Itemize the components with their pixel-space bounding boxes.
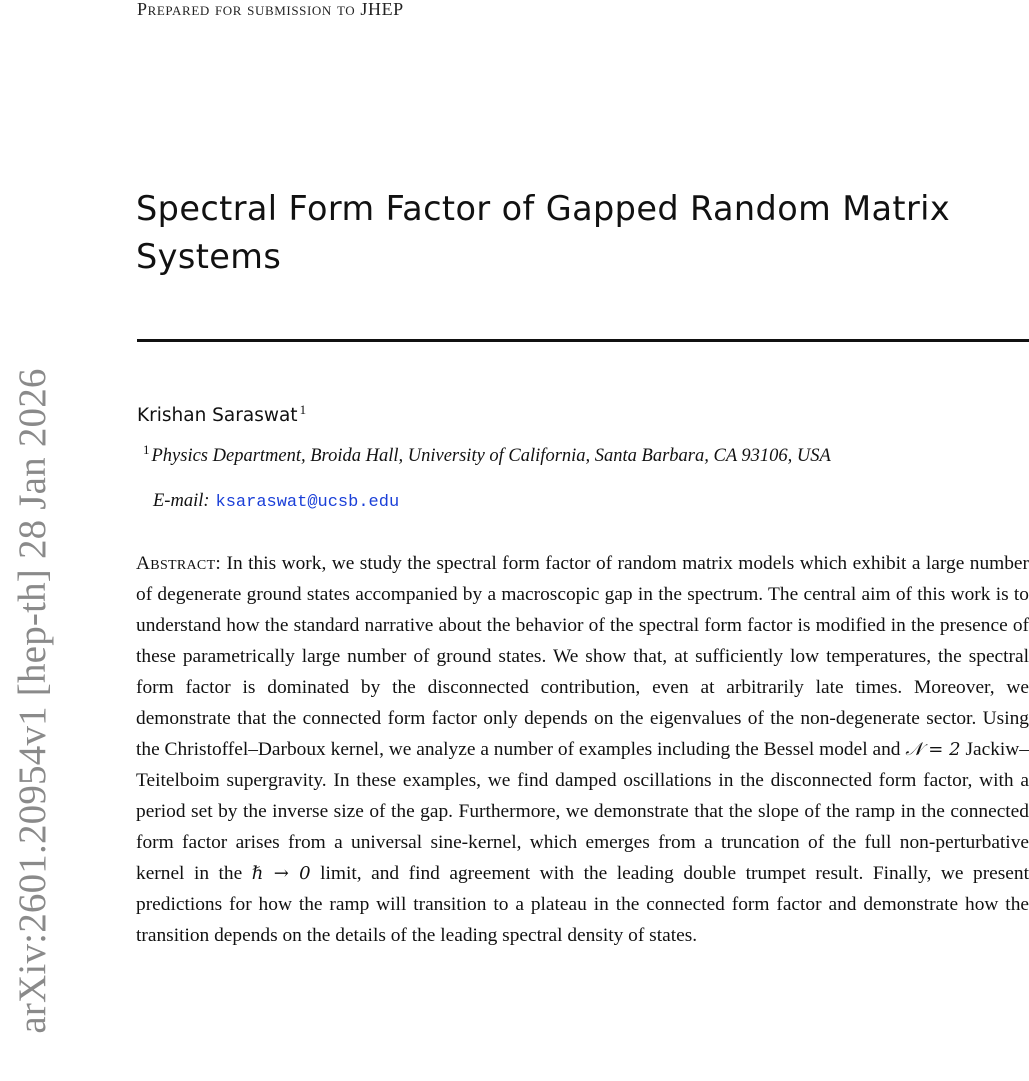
author-name: Krishan Saraswat: [137, 405, 298, 426]
affiliation-mark: 1: [143, 442, 150, 457]
abstract-paragraph: [136, 548, 1029, 951]
abstract-math-hbar-limit: ℏ → 0: [251, 863, 311, 884]
email-label: E-mail:: [153, 491, 210, 511]
abstract-text-part-2: Jackiw–Teitelboim supergravity. In these examples, we find damped oscillations in the disconnected form factor, with a period set by the inverse size of the gap. Furthermore, we demonstrate that the slope of the ramp in the connected form factor arises from a universal sine-kernel, which emerges from a truncation of the full non-perturbative kernel in the: [136, 739, 1029, 884]
affiliation-line: [143, 443, 831, 469]
email-link[interactable]: ksaraswat@ucsb.edu: [215, 493, 400, 512]
abstract-label: Abstract:: [136, 553, 222, 574]
title-divider: [137, 339, 1029, 342]
arxiv-identifier-stamp: arXiv:2601.20954v1 [hep-th] 28 Jan 2026: [11, 368, 54, 1034]
author-line: [137, 403, 306, 429]
abstract-text-part-3: limit, and find agreement with the leading double trumpet result. Finally, we present predictions for how the ramp will transition to a plateau in the connected form factor and demonstrate how the transition depends on the details of the leading spectral density of states.: [136, 863, 1029, 946]
paper-title: Spectral Form Factor of Gapped Random Matrix Systems: [136, 189, 951, 276]
abstract-text-part-1: In this work, we study the spectral form factor of random matrix models which exhibit a large number of degenerate ground states accompanied by a macroscopic gap in the spectrum. The central aim of this work is to understand how the standard narrative about the behavior of the spectral form factor is modified in the presence of these parametrically large number of ground states. We show that, at sufficiently low temperatures, the spectral form factor is dominated by the disconnected contribution, even at arbitrarily late times. Moreover, we demonstrate that the connected form factor only depends on the eigenvalues of the non-degenerate sector. Using the Christoffel–Darboux kernel, we analyze a number of examples including the Bessel model and: [136, 553, 1029, 760]
author-affiliation-mark: 1: [299, 402, 307, 417]
email-line: [153, 488, 399, 516]
abstract-math-n-equals-2: 𝒩 = 2: [905, 739, 961, 760]
affiliation-text: Physics Department, Broida Hall, University of California, Santa Barbara, CA 93106, USA: [151, 446, 831, 466]
journal-preparation-note: Prepared for submission to JHEP: [137, 0, 404, 19]
